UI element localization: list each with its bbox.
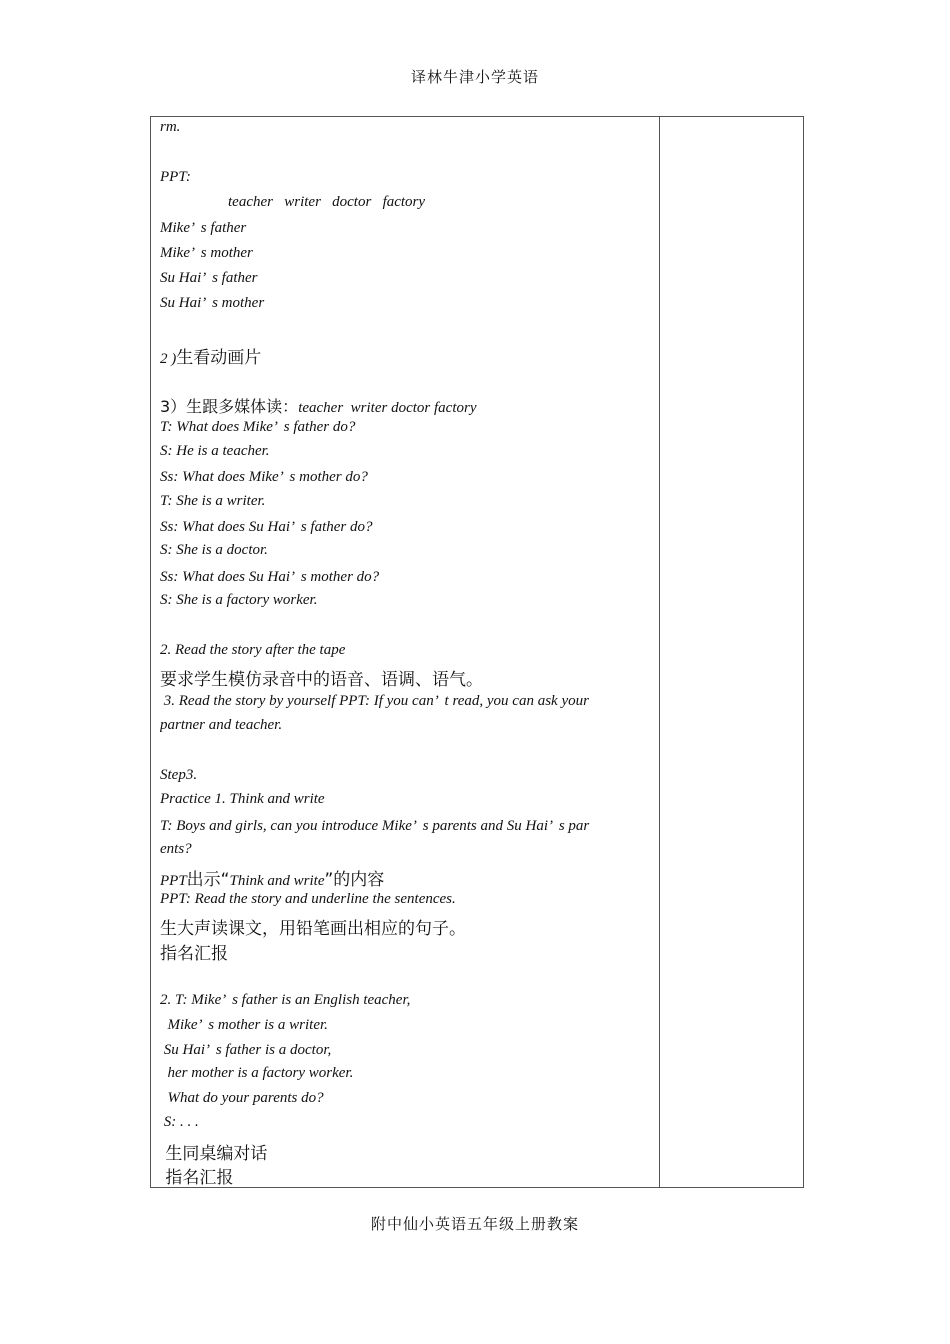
text-line: T: Boys and girls, can you introduce Mike’ s parents and Su Hai’ s par: [160, 818, 590, 834]
text-line: [160, 394, 477, 417]
text-fragment: 出示“: [186, 870, 230, 890]
text-line: 2. Read the story after the tape: [160, 642, 346, 658]
text-fragment: PPT: [160, 873, 187, 889]
text-line: partner and teacher.: [160, 717, 283, 733]
text-line: Su Hai’ s father: [160, 270, 258, 286]
text-fragment: ”的内容: [324, 870, 385, 890]
text-fragment: 3）生跟多媒体读：: [160, 397, 299, 416]
text-line: PPT:: [160, 169, 191, 185]
text-line: Mike’ s mother is a writer.: [160, 1017, 328, 1033]
page-header: 译林牛津小学英语: [410, 68, 539, 86]
page-footer: 附中仙小英语五年级上册教案: [370, 1215, 579, 1233]
text-line: Su Hai’ s mother: [160, 295, 265, 311]
text-line: Su Hai’ s father is a doctor,: [160, 1042, 332, 1058]
text-fragment: 2 ): [160, 351, 177, 367]
text-line: PPT: Read the story and underline the sentences.: [160, 891, 456, 907]
text-line: rm.: [160, 119, 181, 135]
text-line: Ss: What does Su Hai’ s mother do?: [160, 569, 380, 585]
text-line: her mother is a factory worker.: [160, 1065, 354, 1081]
notes-cell: [660, 117, 803, 1187]
lesson-plan-table: [150, 116, 804, 1188]
text-line: S: He is a teacher.: [160, 443, 270, 459]
text-line: 2. T: Mike’ s father is an English teacher,: [160, 992, 411, 1008]
text-line: T: What does Mike’ s father do?: [160, 419, 356, 435]
text-line: 指名汇报: [160, 1168, 234, 1187]
lesson-content-cell: [160, 117, 652, 1187]
text-line: teacher writer doctor factory: [228, 194, 426, 210]
text-line: What do your parents do?: [160, 1090, 324, 1106]
text-line: 指名汇报: [160, 944, 228, 964]
text-line: T: She is a writer.: [160, 493, 266, 509]
text-line: ents?: [160, 841, 192, 857]
text-line: Ss: What does Su Hai’ s father do?: [160, 519, 373, 535]
text-line: Step3.: [160, 767, 198, 783]
text-line: 生同桌编对话: [160, 1144, 268, 1164]
text-line: 生大声读课文，用铅笔画出相应的句子。: [160, 919, 466, 939]
text-line: S: She is a factory worker.: [160, 592, 318, 608]
text-line: 要求学生模仿录音中的语音、语调、语气。: [160, 670, 483, 690]
text-line: Mike’ s mother: [160, 245, 253, 261]
text-line: [160, 343, 261, 368]
text-line: Ss: What does Mike’ s mother do?: [160, 469, 368, 485]
text-line: S: . . .: [160, 1114, 199, 1130]
text-line: 3. Read the story by yourself PPT: If you can’ t read, you can ask your: [160, 693, 589, 709]
text-line: Mike’ s father: [160, 220, 247, 236]
text-line: Practice 1. Think and write: [160, 791, 325, 807]
text-line: S: She is a doctor.: [160, 542, 268, 558]
text-fragment: 生看动画片: [176, 348, 262, 368]
text-fragment: Think and write: [229, 873, 325, 889]
text-line: [160, 865, 384, 890]
text-fragment: teacher writer doctor factory: [298, 400, 477, 416]
